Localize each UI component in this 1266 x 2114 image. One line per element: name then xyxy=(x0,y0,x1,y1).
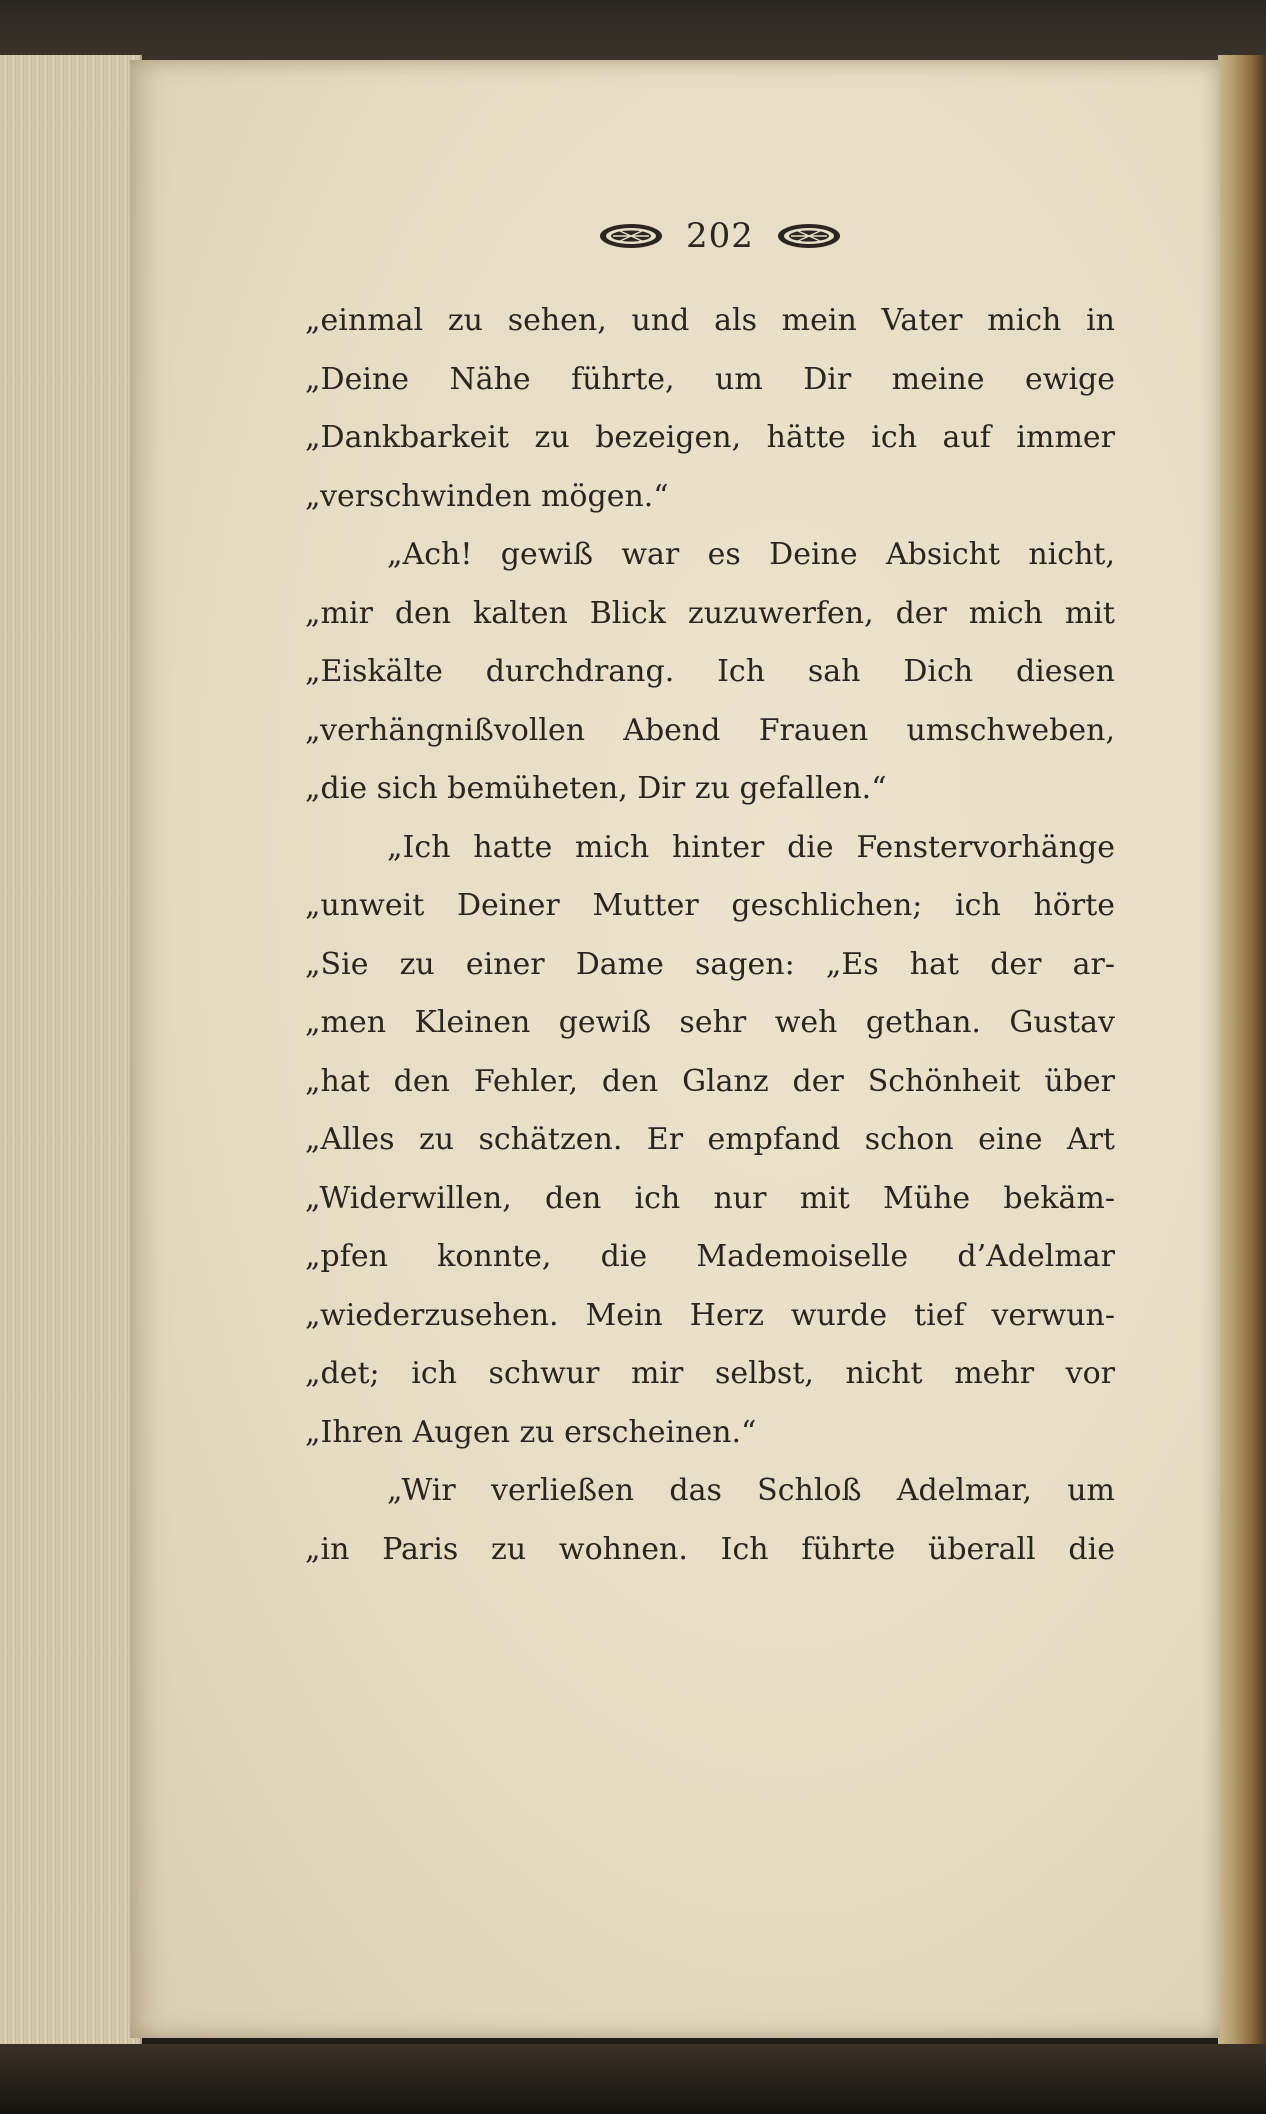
text-line: „Dankbarkeit zu bezeigen, hätte ich auf immer xyxy=(305,420,1115,455)
text-line: „Widerwillen, den ich nur mit Mühe bekäm- xyxy=(305,1180,1115,1216)
text-line: „wiederzusehen. Mein Herz wurde tief verwun- xyxy=(305,1297,1115,1333)
text-line: „Sie zu einer Dame sagen: „Es hat der ar- xyxy=(305,946,1115,982)
text-line: „Wir verließen das Schloß Adelmar, um xyxy=(387,1473,1115,1508)
book-page-edges xyxy=(0,55,142,2045)
text-line: „in Paris zu wohnen. Ich führte überall die xyxy=(305,1531,1115,1567)
text-line: „Ich hatte mich hinter die Fenstervorhänge xyxy=(387,829,1115,865)
scan-background-bottom xyxy=(0,2044,1266,2114)
text-line: „Deine Nähe führte, um Dir meine ewige xyxy=(305,361,1115,397)
text-line: „Ach! gewiß war es Deine Absicht nicht, xyxy=(387,537,1115,572)
book-right-edge xyxy=(1218,55,1266,2045)
text-line: „hat den Fehler, den Glanz der Schönheit über xyxy=(305,1063,1115,1099)
text-line: „Eiskälte durchdrang. Ich sah Dich diesen xyxy=(305,654,1115,689)
text-line: „mir den kalten Blick zuzuwerfen, der mich mit xyxy=(305,595,1115,631)
right-ornament-icon xyxy=(776,221,842,251)
text-line: „einmal zu sehen, und als mein Vater mich in xyxy=(305,303,1115,338)
text-line: „Alles zu schätzen. Er empfand schon eine Art xyxy=(305,1122,1115,1157)
text-line: „verschwinden mögen.“ xyxy=(305,478,669,514)
page-number: 202 xyxy=(686,216,754,256)
text-line: „die sich bemüheten, Dir zu gefallen.“ xyxy=(305,771,887,806)
page-header xyxy=(560,210,880,262)
text-line: „det; ich schwur mir selbst, nicht mehr vor xyxy=(305,1356,1115,1391)
body-text xyxy=(305,292,1115,1579)
text-line: „pfen konnte, die Mademoiselle d’Adelmar xyxy=(305,1239,1115,1274)
left-ornament-icon xyxy=(598,221,664,251)
text-line: „Ihren Augen zu erscheinen.“ xyxy=(305,1414,757,1450)
text-line: „verhängnißvollen Abend Frauen umschweben, xyxy=(305,712,1115,748)
text-line: „men Kleinen gewiß sehr weh gethan. Gustav xyxy=(305,1005,1115,1040)
text-line: „unweit Deiner Mutter geschlichen; ich hörte xyxy=(305,888,1115,923)
scan-background-top xyxy=(0,0,1266,60)
